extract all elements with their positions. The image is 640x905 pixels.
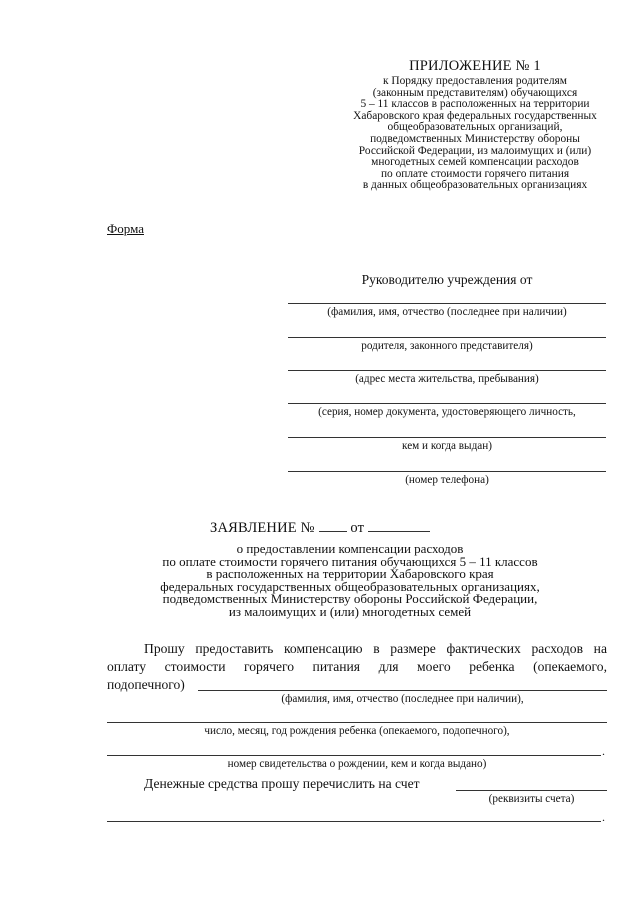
account-details-line[interactable]: [107, 821, 601, 822]
addressee-address-line[interactable]: [288, 370, 606, 371]
appendix-line: в данных общеобразовательных организациях: [362, 179, 588, 192]
addressee-address-caption: (адрес места жительства, пребывания): [355, 373, 539, 385]
addressee-title: Руководителю учреждения от: [361, 272, 533, 287]
addressee-document-caption: (серия, номер документа, удостоверяющего личность,: [318, 406, 576, 418]
appendix-line: многодетных семей компенсации расходов: [371, 156, 579, 169]
appendix-line: Российской Федерации, из малоимущих и (или): [358, 144, 592, 157]
appendix-header: [330, 58, 620, 192]
child-fio-caption: (фамилия, имя, отчество (последнее при наличии),: [281, 693, 524, 705]
appendix-line: Хабаровского края федеральных государственных: [353, 109, 597, 122]
account-details-period: .: [602, 810, 605, 824]
statement-subtitle-line: из малоимущих и (или) многодетных семей: [228, 603, 472, 619]
statement-title-word: ЗАЯВЛЕНИЕ №: [210, 520, 315, 536]
appendix-line: (законным представителям) обучающихся: [372, 86, 578, 99]
appendix-line: 5 – 11 классов в расположенных на территории: [360, 98, 590, 111]
appendix-line: общеобразовательных организаций,: [387, 121, 563, 134]
account-text: Денежные средства прошу перечислить на счет: [144, 776, 420, 791]
addressee-issued-line[interactable]: [288, 437, 606, 438]
appendix-line: по оплате стоимости горячего питания: [380, 167, 570, 180]
addressee-fio-line[interactable]: [288, 303, 606, 304]
addressee-phone-caption: (номер телефона): [405, 474, 489, 486]
addressee-fio-caption: (фамилия, имя, отчество (последнее при наличии): [327, 306, 567, 318]
account-caption: (реквизиты счета): [488, 793, 575, 805]
statement-date-field[interactable]: [368, 519, 430, 532]
statement-subtitle-line: по оплате стоимости горячего питания обучающихся 5 – 11 классов: [162, 553, 538, 569]
statement-subtitle-line: подведомственных Министерству обороны Российской Федерации,: [162, 591, 538, 607]
body-line-1: Прошу предоставить компенсацию в размере фактических расходов на: [144, 641, 607, 656]
statement-title: [0, 519, 640, 537]
body-line-2: оплату стоимости горячего питания для моего ребенка (опекаемого,: [107, 659, 607, 674]
appendix-title: ПРИЛОЖЕНИЕ № 1: [409, 58, 541, 74]
appendix-line: подведомственных Министерству обороны: [370, 132, 580, 145]
statement-subtitle: [100, 543, 600, 619]
statement-from-word: от: [350, 520, 365, 536]
child-birth-line[interactable]: [107, 722, 607, 723]
addressee-role-caption: родителя, законного представителя): [361, 340, 533, 352]
account-line[interactable]: [456, 790, 607, 791]
child-cert-caption: номер свидетельства о рождении, кем и когда выдано): [227, 758, 487, 770]
addressee-role-line[interactable]: [288, 337, 606, 338]
appendix-line: к Порядку предоставления родителям: [382, 75, 567, 87]
form-label: Форма: [107, 221, 144, 236]
child-birth-caption: число, месяц, год рождения ребенка (опекаемого, подопечного),: [204, 725, 510, 737]
child-cert-line[interactable]: [107, 755, 601, 756]
statement-number-field[interactable]: [319, 519, 347, 532]
addressee-document-line[interactable]: [288, 403, 606, 404]
addressee-phone-line[interactable]: [288, 471, 606, 472]
body-line-3: подопечного): [107, 677, 185, 692]
statement-subtitle-line: в расположенных на территории Хабаровского края: [206, 566, 494, 582]
child-fio-line[interactable]: [198, 690, 607, 691]
child-cert-period: .: [602, 744, 605, 758]
addressee-issued-caption: кем и когда выдан): [402, 440, 492, 452]
statement-subtitle-line: о предоставлении компенсации расходов: [236, 541, 464, 556]
statement-subtitle-line: федеральных государственных общеобразовательных организациях,: [160, 578, 540, 594]
